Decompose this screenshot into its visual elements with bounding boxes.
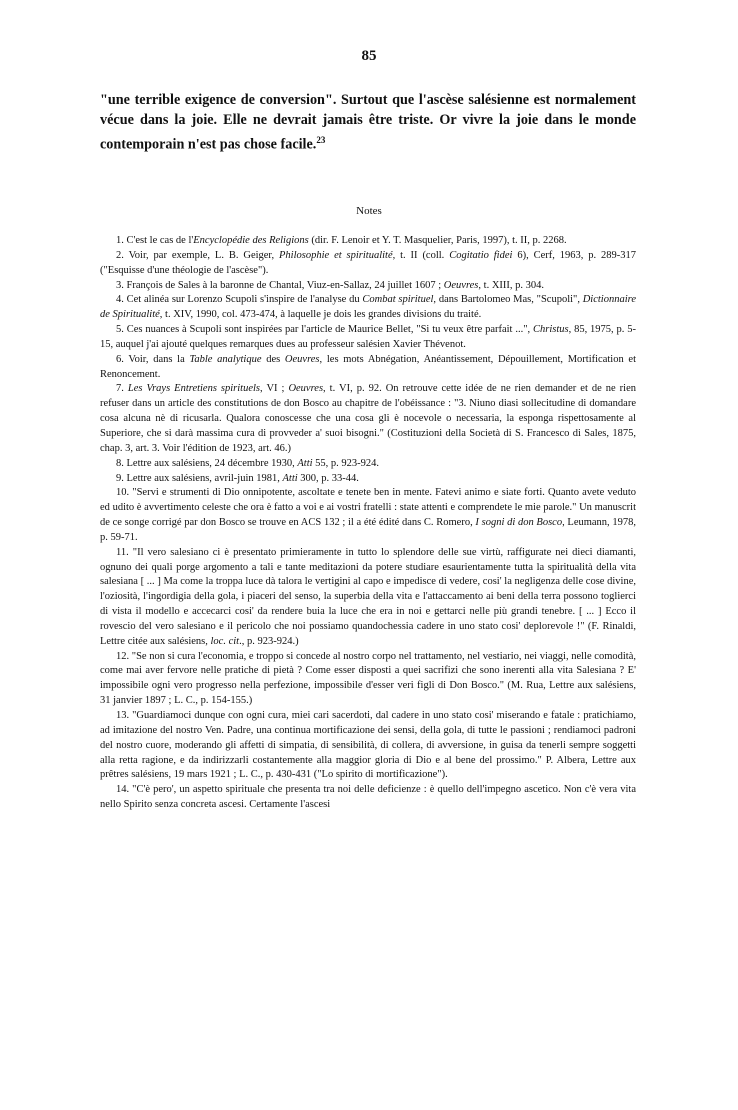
note-item: 10. "Servi e strumenti di Dio onnipotente, ascoltate e tenete ben in mente. Fatevi animo e siate forti. Quanto avete veduto ed udito è avvertimento celeste che ora è fatto a voi e ai vostri fratelli : state attenti e comprendete le mie parole." Un manuscrit de ce songe corrigé par don Bosco se trouve en ACS 132 ; il a été édité dans C. Romero, I sogni di don Bosco, Leumann, 1978, p. 59-71. — [100, 487, 637, 543]
note-item: 1. C'est le cas de l'Encyclopédie des Religions (dir. F. Lenoir et Y. T. Masquelier, Paris, 1997), t. II, p. 2268. — [116, 235, 567, 246]
note-item: 9. Lettre aux salésiens, avril-juin 1981, Atti 300, p. 33-44. — [116, 472, 359, 484]
note-item: 13. "Guardiamoci dunque con ogni cura, miei cari sacerdoti, dal cadere in uno stato cosi' miserando e fatale : pratichiamo, ad imitazione del nostro Ven. Padre, una continua mortificazione dei sensi, della gola, di tutte le passioni ; rendiamoci padroni del nostro cuore, moderando gli affetti di simpatia, di sensibilità, di collera, di avversione, in guisa da tenerli sempre soggetti alla retta ragione, e da indirizzarli costantemente alla maggior gloria di Dio e al bene del prossimo." P. Albera, Lettre aux prêtres salésiens, 19 mars 1921 ; L. C., p. 430-431 ("Lo spirito di mortificazione"). — [100, 710, 636, 781]
note-item: 11. "Il vero salesiano ci è presentato primieramente in tutto lo splendore delle sue virtù, raffigurate nei dieci diamanti, ognuno dei quali porge argomento a tali e tante meditazioni da potere studiare esaurientamente tutta la spiritualità della vita salesiana [ ... ] Ma come la troppa luce dà talora le vertigini al capo e impedisce di vedere, cosi' la negligenza delle cose divine, l'oziosità, l'ingordigia della gola, i piaceri del senso, la superbia della vita e l'attaccamento ai beni della terra possono toglierci di vista il modello e accecarci cosi' da rendere buia la luce che era in noi e gettarci nelle più grandi tenebre. [ ... ] Ecco il rovescio del vero salesiano e il pericolo che noi possiamo quandochessia cadere in uno stato cosi' deplorevole !" (F. Rinaldi, Lettre citée aux salésiens, loc. cit., p. 923-924.) — [100, 546, 636, 647]
note-item: 2. Voir, par exemple, L. B. Geiger, Philosophie et spiritualité, t. II (coll. Cogitatio fidei 6), Cerf, 1963, p. 289-317 ("Esquisse d'une théologie de l'ascèse"). — [100, 249, 637, 276]
notes-list — [100, 234, 636, 813]
note-item: 8. Lettre aux salésiens, 24 décembre 1930, Atti 55, p. 923-924. — [116, 457, 380, 469]
notes-heading: Notes — [356, 205, 382, 217]
note-item: 5. Ces nuances à Scupoli sont inspirées par l'article de Maurice Bellet, "Si tu veux être parfait ...", Christus, 85, 1975, p. 5-15, auquel j'ai ajouté quelques remarques dues au professeur salésien Xavier Thévenot. — [100, 324, 637, 350]
note-item: 4. Cet alinéa sur Lorenzo Scupoli s'inspire de l'analyse du Combat spirituel, dans Bartolomeo Mas, "Scupoli", Dictionnaire de Spiritualité, t. XIV, 1990, col. 473-474, à laquelle je dois les grandes divisions du traité. — [100, 294, 636, 321]
note-item: 12. "Se non si cura l'economia, e troppo si concede al nostro corpo nel trattamento, nel vestiario, nei viaggi, nelle comodità, come mai aver fervore nelle pratiche di pietà ? Come esser disposti a quei sacrifizi che sono inerenti alla vita Salesiana ? E' impossibile ogni vero progresso nella perfezione, impossibile d'esser veri figli di Don Bosco." (M. Rua, Lettre aux salésiens, 31 janvier 1897 ; L. C., p. 154-155.) — [100, 650, 636, 707]
page-number: 85 — [361, 48, 377, 64]
note-item: 3. François de Sales à la baronne de Chantal, Viuz-en-Sallaz, 24 juillet 1607 ; Oeuvres, t. XIII, p. 304. — [116, 279, 545, 291]
note-item: 7. Les Vrays Entretiens spirituels, VI ; Oeuvres, t. VI, p. 92. On retrouve cette idée de ne rien demander et de ne rien refuser dans un article des constitutions de don Bosco au chapitre de l'obéissance : "3. Niuno diasi sollecitudine di domandare cosa alcuna nè di ricusarla. Qualora conoscesse che una cosa gli è nocevole o necessaria, la esponga rispettosamente al Superiore, che si darà massima cura di provveder a' suoi bisogni." (Costituzioni della Società di S. Francesco di Sales, 1875, chap. 3, art. 3. Voir l'édition de 1923, art. 46.) — [100, 383, 637, 454]
footnote-ref: 23 — [316, 135, 326, 145]
intro-text: "une terrible exigence de conversion". Surtout que l'ascèse salésienne est normalement vécue dans la joie. Elle ne devrait jamais être triste. Or vivre la joie dans le monde contemporain n'est pas chose facile. — [100, 92, 636, 153]
note-item: 6. Voir, dans la Table analytique des Oeuvres, les mots Abnégation, Anéantissement, Dépouillement, Mortification et Renoncement. — [100, 353, 636, 380]
note-item: 14. "C'è pero', un aspetto spirituale che presenta tra noi delle deficienze : è quello dell'impegno ascetico. Non c'è vera vita nello Spirito senza concreta ascesi. Certamente l'ascesi — [100, 784, 636, 811]
intro-paragraph — [100, 90, 636, 155]
